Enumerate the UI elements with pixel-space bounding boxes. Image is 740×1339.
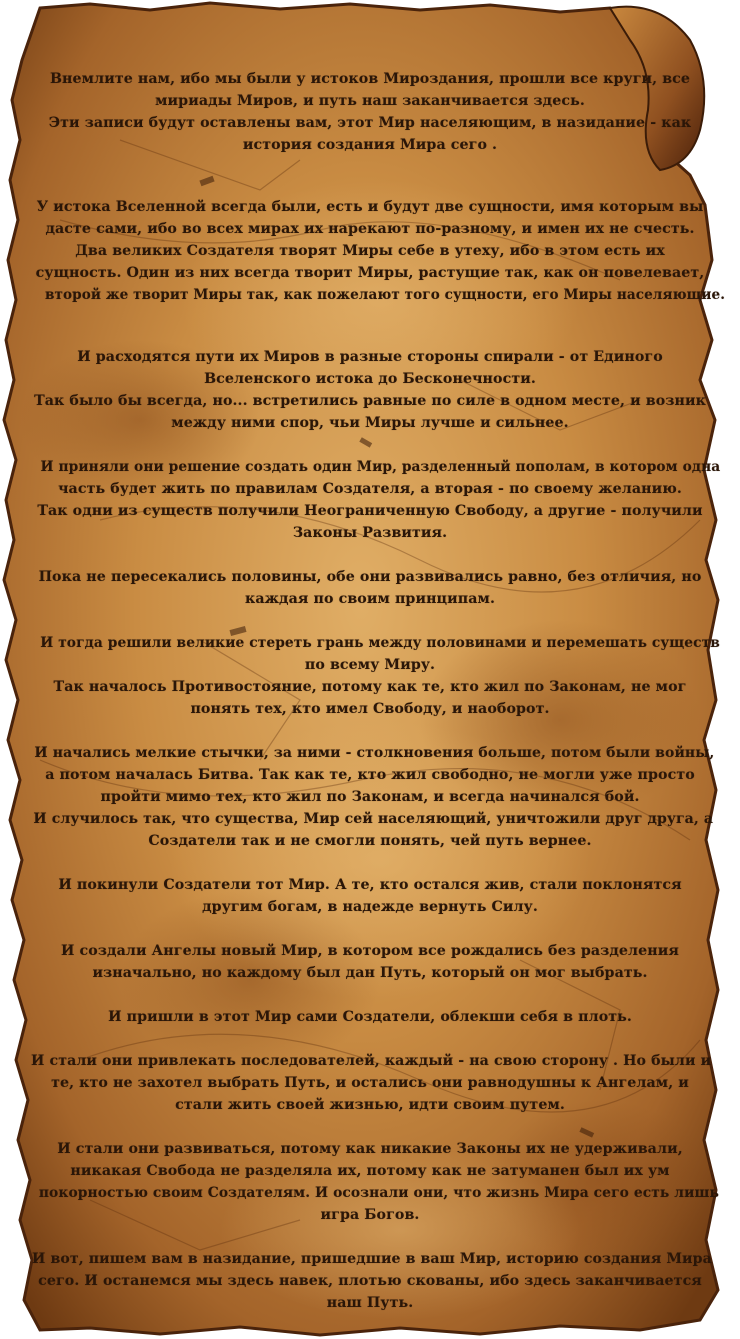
- text-line: И стали они развиваться, потому как никакие Законы их не удерживали,: [57, 1141, 683, 1157]
- text-line: Два великих Создателя творят Миры себе в утеху, ибо в этом есть их: [75, 243, 665, 259]
- text-line: И пришли в этот Мир сами Создатели, облекши себя в плоть.: [108, 1009, 632, 1025]
- paragraph-9: [30, 940, 710, 984]
- text-line: по всему Миру.: [304, 657, 436, 673]
- paragraph-3: [30, 346, 710, 434]
- text-line: мириады Миров, и путь наш заканчивается здесь.: [155, 93, 585, 109]
- text-line: Так началось Противостояние, потому как те, кто жил по Законам, не мог: [53, 679, 687, 695]
- text-line: сущность. Один из них всегда творит Миры, растущие так, как он повелевает,: [35, 265, 705, 281]
- text-line: Эти записи будут оставлены вам, этот Мир населяющим, в назидание - как: [48, 115, 692, 131]
- text-line: изначально, но каждому был дан Путь, который он мог выбрать.: [92, 965, 648, 981]
- text-line: сего. И останемся мы здесь навек, плотью скованы, ибо здесь заканчивается: [38, 1273, 702, 1289]
- text-line: каждая по своим принципам.: [244, 591, 496, 607]
- paragraph-5: [30, 566, 710, 610]
- text-line: история создания Мира сего .: [242, 137, 498, 153]
- paragraph-10: [30, 1006, 710, 1028]
- text-line: И начались мелкие стычки, за ними - столкновения больше, потом были войны,: [34, 745, 715, 761]
- text-line: Так одни из существ получили Неограниченную Свободу, а другие - получили: [37, 503, 703, 519]
- paragraph-13: [30, 1248, 710, 1314]
- scroll-text: [30, 68, 726, 1311]
- text-line: никакая Свобода не разделяла их, потому как не затуманен был их ум: [70, 1163, 670, 1179]
- text-line: покорностью своим Создателям. И осознали они, что жизнь Мира сего есть лишь: [38, 1185, 719, 1201]
- text-line: между ними спор, чьи Миры лучше и сильнее.: [171, 415, 569, 431]
- text-line: Так было бы всегда, но... встретились равные по силе в одном месте, и возник: [34, 393, 706, 409]
- text-line: Создатели так и не смогли понять, чей путь вернее.: [148, 833, 592, 849]
- paragraph-7: [30, 742, 715, 852]
- text-line: И расходятся пути их Миров в разные стороны спирали - от Единого: [77, 349, 663, 365]
- text-line: а потом началась Битва. Так как те, кто жил свободно, не могли уже просто: [45, 767, 695, 783]
- text-line: те, кто не захотел выбрать Путь, и остались они равнодушны к Ангелам, и: [51, 1075, 689, 1091]
- paragraph-4: [30, 456, 721, 544]
- text-line: У истока Вселенной всегда были, есть и будут две сущности, имя которым вы: [36, 199, 704, 215]
- text-line: часть будет жить по правилам Создателя, а вторая - по своему желанию.: [58, 481, 682, 497]
- text-line: И создали Ангелы новый Мир, в котором все рождались без разделения: [61, 943, 679, 959]
- text-line: стали жить своей жизнью, идти своим путем.: [175, 1097, 565, 1113]
- text-line: Вселенского истока до Бесконечности.: [204, 371, 536, 387]
- text-line: наш Путь.: [326, 1295, 414, 1311]
- text-line: понять тех, кто имел Свободу, и наоборот.: [190, 701, 550, 717]
- paragraph-11: [30, 1050, 710, 1116]
- text-line: другим богам, в надежде вернуть Силу.: [202, 899, 538, 915]
- text-line: Законы Развития.: [292, 525, 448, 541]
- text-line: пройти мимо тех, кто жил по Законам, и всегда начинался бой.: [100, 789, 640, 805]
- text-line: Пока не пересекались половины, обе они развивались равно, без отличия, но: [38, 569, 702, 585]
- text-line: И вот, пишем вам в назидание, пришедшие в ваш Мир, историю создания Мира: [32, 1251, 712, 1267]
- text-line: игра Богов.: [320, 1207, 420, 1223]
- text-line: И стали они привлекать последователей, каждый - на свою сторону . Но были и: [31, 1053, 712, 1069]
- paragraph-1: [30, 68, 710, 156]
- text-line: дасте сами, ибо во всех мирах их нарекают по-разному, и имен их не счесть.: [45, 221, 695, 237]
- text-line: Внемлите нам, ибо мы были у истоков Мироздания, прошли все круги, все: [49, 71, 691, 87]
- text-line: И приняли они решение создать один Мир, разделенный пополам, в котором одна: [40, 459, 721, 475]
- text-line: И тогда решили великие стереть грань между половинами и перемешать существ: [40, 635, 720, 651]
- paragraph-12: [30, 1138, 719, 1226]
- paragraph-6: [30, 632, 720, 720]
- paragraph-2: [30, 196, 726, 306]
- text-line: И случилось так, что существа, Мир сей населяющий, уничтожили друг друга, а: [33, 811, 714, 827]
- text-line: И покинули Создатели тот Мир. А те, кто остался жив, стали поклонятся: [58, 877, 682, 893]
- text-line: второй же творит Миры так, как пожелают того сущности, его Миры населяющие.: [44, 287, 726, 303]
- paragraph-8: [30, 874, 710, 918]
